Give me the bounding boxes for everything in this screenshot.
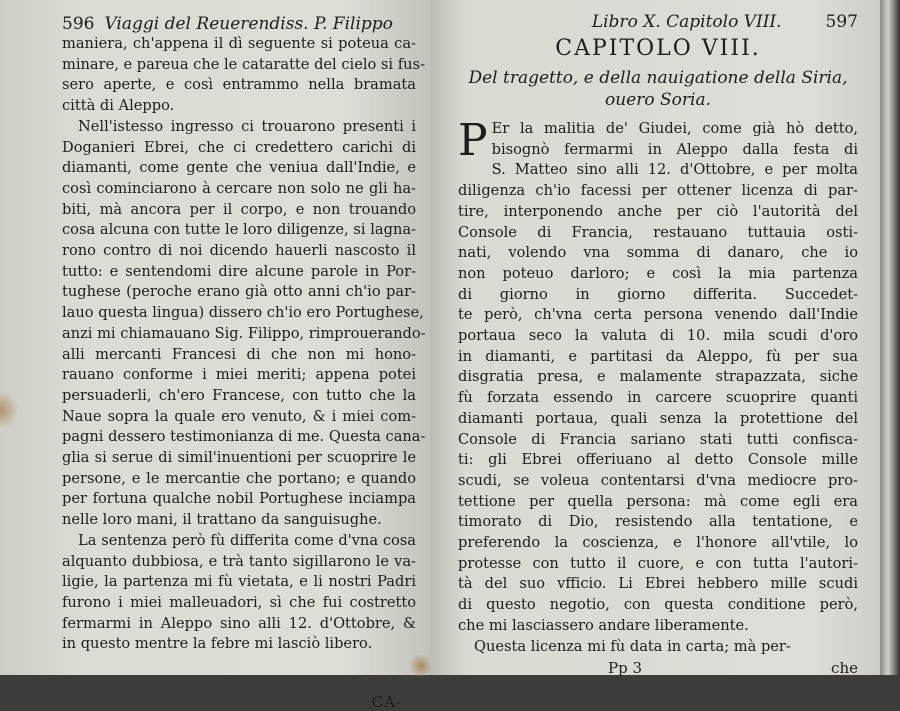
text-line: per fortuna qualche nobil Portughese inciampa (62, 490, 416, 508)
text-line: nati, volendo vna somma di danaro, che io (458, 244, 858, 262)
text-line: nelle loro mani, il trattano da sanguisughe. (62, 511, 382, 529)
left-page (0, 0, 430, 711)
left-running-head (62, 14, 416, 34)
catchword: che (831, 659, 858, 678)
text-line: anzi mi chiamauano Sig. Filippo, rimprouerando- (62, 324, 426, 342)
text-line: timorato di Dio, resistendo alla tentatione, e (458, 513, 858, 531)
text-line: fermarmi in Aleppo sino alli 12. d'Ottobre, & (62, 614, 416, 632)
text-line: sero aperte, e così entrammo nella bramata (62, 76, 416, 94)
text-line: fù forzata essendo in carcere scuoprire quanti (458, 389, 858, 407)
text-line: disgratia presa, e malamente strapazzata, siche (458, 368, 858, 386)
text-line: tughese (peroche erano già otto anni ch'io par- (62, 283, 416, 301)
text-line: di giorno in giorno differita. Succedet- (458, 285, 858, 303)
page-footer (458, 659, 858, 677)
text-line: che mi lasciassero andare liberamente. (458, 616, 749, 634)
paragraph (62, 34, 425, 117)
paragraph (458, 115, 858, 637)
text-line: glia si serue di simil'inuentioni per scuoprire le (62, 449, 416, 467)
text-line: ligie, la partenza mi fù vietata, e li nostri Padri (62, 573, 416, 591)
text-line: così cominciarono à cercare non solo ne gli ha- (62, 179, 416, 197)
text-line: in diamanti, e partitasi da Aleppo, fù per sua (458, 347, 858, 365)
page-number: 597 (825, 12, 858, 32)
text-line: maniera, ch'appena il dì seguente si poteua ca- (62, 35, 416, 52)
text-line: portaua seco la valuta di 10. mila scudi d'oro (458, 327, 858, 345)
text-line: persone, e le mercantie che portano; e quando (62, 469, 416, 487)
text-line: città di Aleppo. (62, 97, 175, 115)
text-line: bisognò fermarmi in Aleppo dalla festa di (491, 140, 858, 158)
text-line: diligenza ch'io facessi per ottener licenza di par- (458, 182, 858, 200)
text-line: tettione per quella persona: mà come egli era (458, 492, 858, 510)
text-line: Nell'istesso ingresso ci trouarono presenti i (78, 117, 416, 135)
text-line: tire, interponendo anche per ciò l'autorità del (458, 202, 858, 220)
signature-mark: Pp 3 (608, 659, 643, 678)
text-line: furono i miei malleuadori, sì che fui costretto (62, 593, 416, 611)
text-line: Er la malitia de' Giudei, come già hò detto, (491, 120, 858, 137)
text-line: alli mercanti Francesi di che non mi hono- (62, 345, 416, 363)
text-line: protesse con tutto il cuore, e con tutta l'autori- (458, 554, 858, 572)
text-line: La sentenza però fù differita come d'vna cosa (78, 531, 416, 549)
chapter-subtitle-line: Del tragetto, e della nauigatione della Siria, (468, 68, 848, 88)
text-line: alquanto dubbiosa, e trà tanto sigillarono le va- (62, 552, 416, 570)
catchword: CA- (371, 693, 402, 711)
chapter-title: CAPITOLO VIII. (555, 36, 761, 61)
drop-cap: P (458, 115, 488, 166)
text-line: diamanti, come gente che veniua dall'Indie, e (62, 159, 416, 177)
text-line: Console di Francia sariano stati tutti confisca- (458, 430, 858, 448)
text-line: tutto: e sentendomi dire alcune parole in Por- (62, 262, 416, 280)
text-line: scudi, se voleua contentarsi d'vna mediocre pro- (458, 471, 858, 489)
chapter-subtitle (458, 67, 858, 111)
text-line: Console di Francia, restauano tuttauia osti- (458, 223, 858, 241)
paragraph (458, 637, 858, 658)
text-line: te però, ch'vna certa persona venendo dall'Indie (458, 306, 858, 324)
right-body-text (458, 115, 858, 657)
text-line: S. Matteo sino alli 12. d'Ottobre, e per molta (491, 161, 858, 179)
text-line: minare, e pareua che le cataratte del cielo si fus- (62, 55, 425, 73)
right-page (430, 0, 880, 678)
text-line: ti: gli Ebrei offeriuano al detto Console mille (458, 451, 858, 469)
right-running-head (458, 12, 858, 32)
text-line: pagni dessero testimonianza di me. Questa cana- (62, 428, 426, 446)
paragraph (62, 117, 426, 531)
text-line: diamanti portaua, quali senza la protettione del (458, 409, 858, 427)
text-line: lauo questa lingua) dissero ch'io ero Portughese, (62, 304, 424, 322)
text-line: Questa licenza mi fù data in carta; mà per- (474, 637, 791, 655)
text-line: in questo mentre la febre mi lasciò libero. (62, 635, 373, 653)
text-line: cosa alcuna con tutte le loro diligenze, si lagna- (62, 221, 416, 239)
left-body-text (62, 34, 426, 655)
paragraph (62, 531, 416, 655)
running-title: Viaggi del Reuerendiss. P. Filippo (104, 14, 393, 34)
text-line: non poteuo darloro; e così la mia partenza (458, 264, 858, 282)
text-line: Naue sopra la quale ero venuto, & i miei com- (62, 407, 416, 425)
text-line: di questo negotio, con questa conditione però, (458, 596, 858, 614)
text-line: biti, mà ancora per il corpo, e non trouando (62, 200, 416, 218)
chapter-subtitle-line: ouero Soria. (605, 90, 711, 110)
text-line: rono contro di noi dicendo hauerli nascosto il (62, 242, 416, 260)
text-line: preferendo la coscienza, e l'honore all'vtile, lo (458, 534, 858, 552)
text-line: persuaderli, ch'ero Francese, con tutto che la (62, 386, 416, 404)
text-line: rauano conforme i miei meriti; appena potei (62, 366, 416, 384)
running-title: Libro X. Capitolo VIII. (591, 12, 782, 32)
page-number: 596 (62, 14, 95, 34)
text-line: Doganieri Ebrei, che ci credettero carichi di (62, 138, 416, 156)
page-edges (880, 0, 900, 675)
text-line: tà del suo vfficio. Li Ebrei hebbero mille scudi (458, 575, 858, 593)
paper-stain (0, 390, 18, 430)
